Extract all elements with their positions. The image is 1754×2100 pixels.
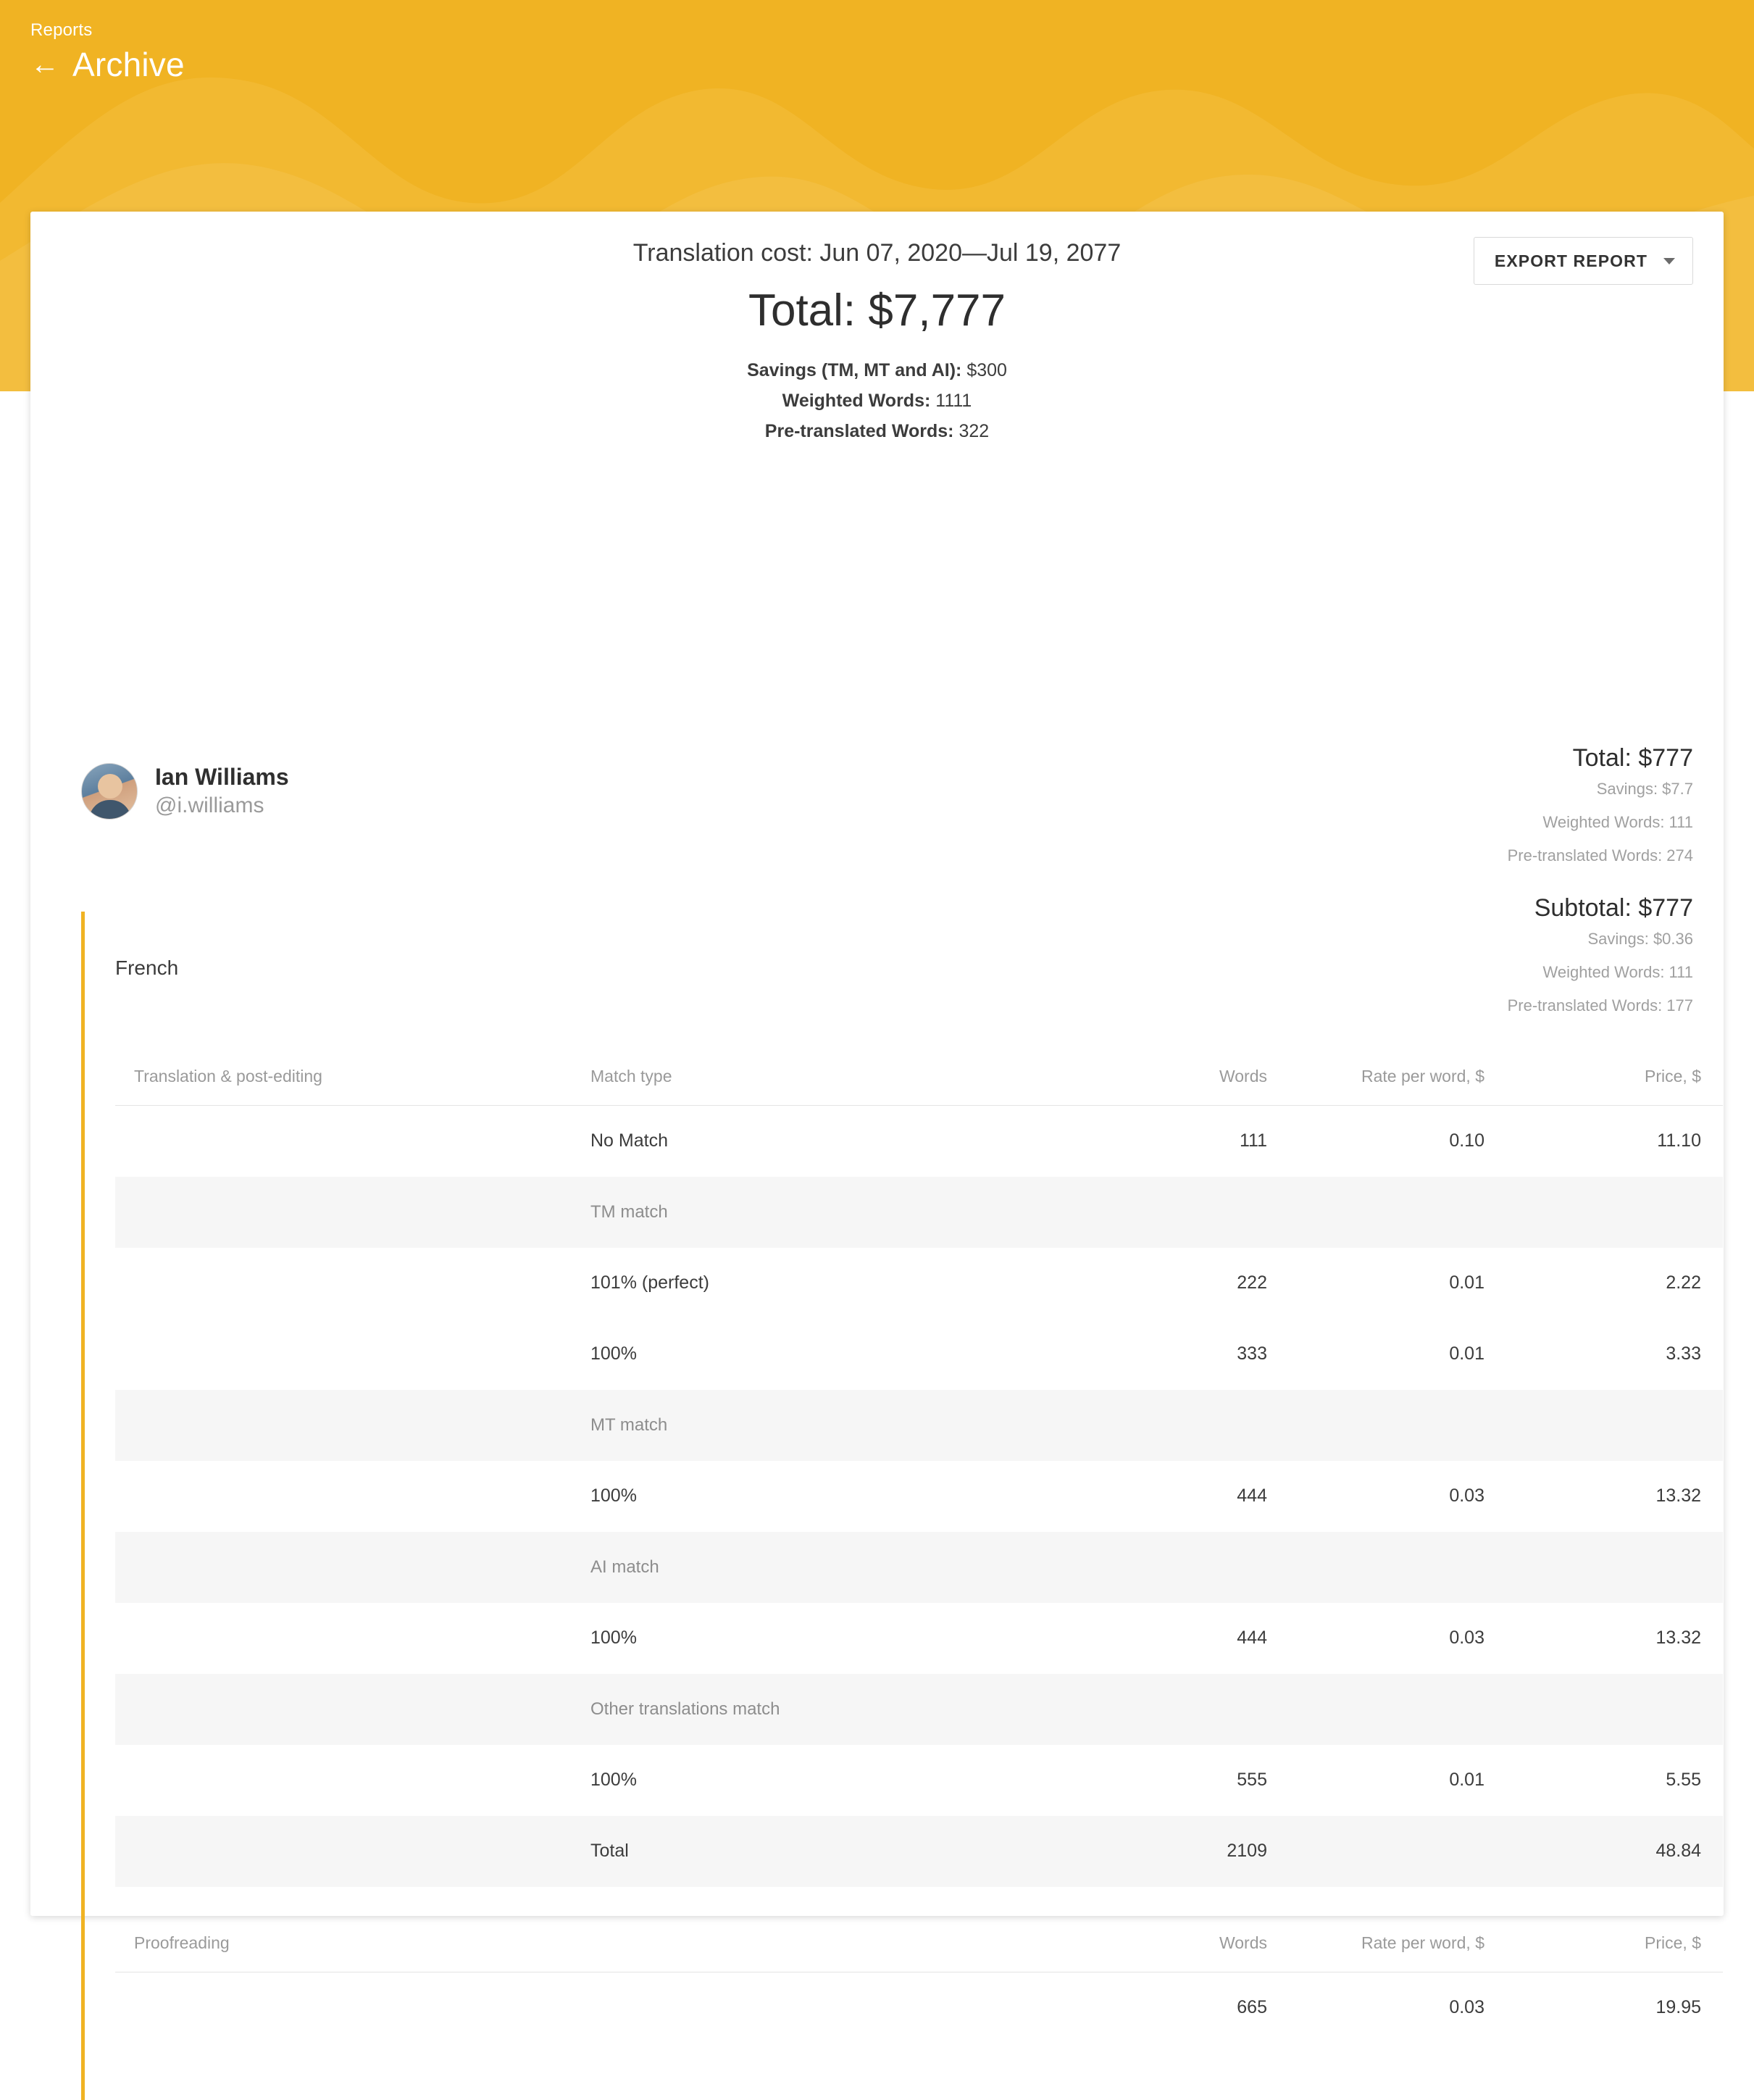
language-subtotal: Subtotal: $777 [1534, 894, 1693, 922]
cell-rate: 0.03 [1449, 1996, 1484, 2017]
table-row [115, 1603, 1723, 1674]
cell-rate [1289, 1177, 1506, 1248]
cell-rate [1289, 1816, 1506, 1887]
user-total: Total: $777 [1572, 744, 1693, 772]
cell-section [115, 1745, 572, 1816]
cell-match-type: 100% [590, 1770, 637, 1790]
cell-section [115, 1319, 572, 1390]
totals-divider [1508, 872, 1693, 894]
cell-rate: 0.01 [1449, 1272, 1484, 1293]
cell-rate: 0.01 [1449, 1343, 1484, 1364]
cell-section [115, 1674, 572, 1745]
th-price: Price, $ [1506, 1067, 1723, 1106]
user-weighted-words: Weighted Words: 111 [1542, 813, 1693, 831]
summary-title: Translation cost: Jun 07, 2020—Jul 19, 2077 [632, 239, 1122, 267]
cell-price [1506, 1177, 1723, 1248]
user-info [155, 762, 289, 820]
cell-match-type: MT match [572, 1390, 1079, 1461]
table-row [115, 1816, 1723, 1887]
cell-section [115, 1816, 572, 1887]
cell-rate [1289, 1390, 1506, 1461]
proofreading-table-body [115, 1972, 1723, 2043]
cell-price: 11.10 [1657, 1130, 1701, 1151]
summary-pretranslated-label: Pre-translated Words: [764, 421, 954, 441]
th-proofreading-price: Price, $ [1506, 1933, 1723, 1972]
cell-section [115, 1972, 572, 2043]
cell-words: 2109 [1079, 1816, 1289, 1887]
cell-words: 222 [1237, 1272, 1267, 1293]
user-handle: @i.williams [155, 793, 264, 817]
cell-match-type: 100% [590, 1343, 637, 1364]
cell-price [1506, 1390, 1723, 1461]
user-pretranslated-words: Pre-translated Words: 274 [1507, 846, 1693, 864]
avatar [81, 763, 138, 820]
summary-savings-label: Savings (TM, MT and AI): [747, 360, 962, 380]
cell-price [1506, 1532, 1723, 1603]
summary-pretranslated [30, 416, 1724, 446]
cell-match-type: 100% [590, 1486, 637, 1506]
page-title: Archive [72, 46, 185, 83]
cell-words: 333 [1237, 1343, 1267, 1364]
th-match-type: Match type [572, 1067, 1079, 1106]
table-header-row [115, 1067, 1723, 1106]
summary-savings [30, 355, 1724, 386]
cell-rate: 0.01 [1449, 1770, 1484, 1790]
th-translation: Translation & post-editing [115, 1067, 572, 1106]
cell-words: 111 [1239, 1130, 1267, 1151]
table-row [115, 1248, 1723, 1319]
chevron-down-icon [1663, 258, 1675, 264]
proofreading-table [115, 1933, 1723, 2043]
th-words: Words [1079, 1067, 1289, 1106]
cell-price: 5.55 [1666, 1770, 1701, 1790]
cell-words [1079, 1532, 1289, 1603]
translation-table-body [115, 1106, 1723, 1887]
cell-price: 13.32 [1655, 1628, 1701, 1648]
table-row [115, 1972, 1723, 2043]
cell-match-type: AI match [572, 1532, 1079, 1603]
cell-price: 2.22 [1666, 1272, 1701, 1293]
table-row [115, 1319, 1723, 1390]
table-row [115, 1461, 1723, 1532]
user-savings: Savings: $7.7 [1596, 780, 1693, 798]
breadcrumb[interactable]: Reports [30, 20, 93, 40]
table-row [115, 1745, 1723, 1816]
th-proofreading-blank [572, 1933, 1079, 1972]
cell-match-type: 101% (perfect) [590, 1272, 709, 1293]
cell-words [1079, 1177, 1289, 1248]
user-name: Ian Williams [155, 764, 289, 790]
translation-table [115, 1067, 1723, 1887]
cell-section [115, 1603, 572, 1674]
summary-total: Total: $7,777 [748, 286, 1006, 336]
language-weighted-words: Weighted Words: 111 [1542, 963, 1693, 981]
cell-match-type: 100% [590, 1628, 637, 1648]
cell-match-type: No Match [590, 1130, 668, 1151]
export-report-label: EXPORT REPORT [1494, 251, 1647, 270]
cell-rate: 0.03 [1449, 1628, 1484, 1648]
export-report-button[interactable] [1474, 237, 1693, 285]
cell-section [115, 1532, 572, 1603]
table-row [115, 1177, 1723, 1248]
cell-match-type [572, 1972, 1079, 2043]
language-section [81, 912, 1724, 2100]
table-row [115, 1674, 1723, 1745]
table-row [115, 1390, 1723, 1461]
cell-words [1079, 1390, 1289, 1461]
th-proofreading: Proofreading [115, 1933, 572, 1972]
arrow-left-icon[interactable]: ← [30, 49, 59, 80]
report-card [30, 212, 1724, 2017]
report-summary [30, 212, 1724, 446]
cell-section [115, 1106, 572, 1177]
language-pretranslated-words: Pre-translated Words: 177 [1507, 996, 1693, 1014]
summary-weighted [30, 386, 1724, 416]
cell-price: 19.95 [1655, 1996, 1701, 2017]
cell-price [1506, 1674, 1723, 1745]
th-rate: Rate per word, $ [1289, 1067, 1506, 1106]
summary-weighted-label: Weighted Words: [782, 391, 931, 411]
cell-rate [1289, 1532, 1506, 1603]
cell-price: 48.84 [1506, 1816, 1723, 1887]
th-proofreading-rate: Rate per word, $ [1289, 1933, 1506, 1972]
cell-price: 13.32 [1655, 1486, 1701, 1506]
cell-words [1079, 1674, 1289, 1745]
language-name: French [115, 957, 179, 979]
cell-section [115, 1177, 572, 1248]
cell-match-type: Other translations match [572, 1674, 1079, 1745]
cell-words: 555 [1237, 1770, 1267, 1790]
cell-match-type: Total [572, 1816, 1079, 1887]
cell-rate: 0.10 [1449, 1130, 1484, 1151]
cell-match-type: TM match [572, 1177, 1079, 1248]
summary-weighted-value: 1111 [935, 391, 972, 411]
cell-section [115, 1390, 572, 1461]
cell-words: 665 [1237, 1996, 1267, 2017]
page-title-row [30, 45, 185, 84]
cell-section [115, 1248, 572, 1319]
proofreading-header-row [115, 1933, 1723, 1972]
summary-pretranslated-value: 322 [959, 421, 990, 441]
cell-rate [1289, 1674, 1506, 1745]
th-proofreading-words: Words [1079, 1933, 1289, 1972]
table-row [115, 1106, 1723, 1177]
cell-words: 444 [1237, 1486, 1267, 1506]
cell-price: 3.33 [1666, 1343, 1701, 1364]
table-row [115, 1532, 1723, 1603]
summary-savings-value: $300 [966, 360, 1007, 380]
cell-words: 444 [1237, 1628, 1267, 1648]
cell-section [115, 1461, 572, 1532]
user-block[interactable] [81, 762, 289, 820]
language-savings: Savings: $0.36 [1587, 930, 1693, 948]
cell-rate: 0.03 [1449, 1486, 1484, 1506]
